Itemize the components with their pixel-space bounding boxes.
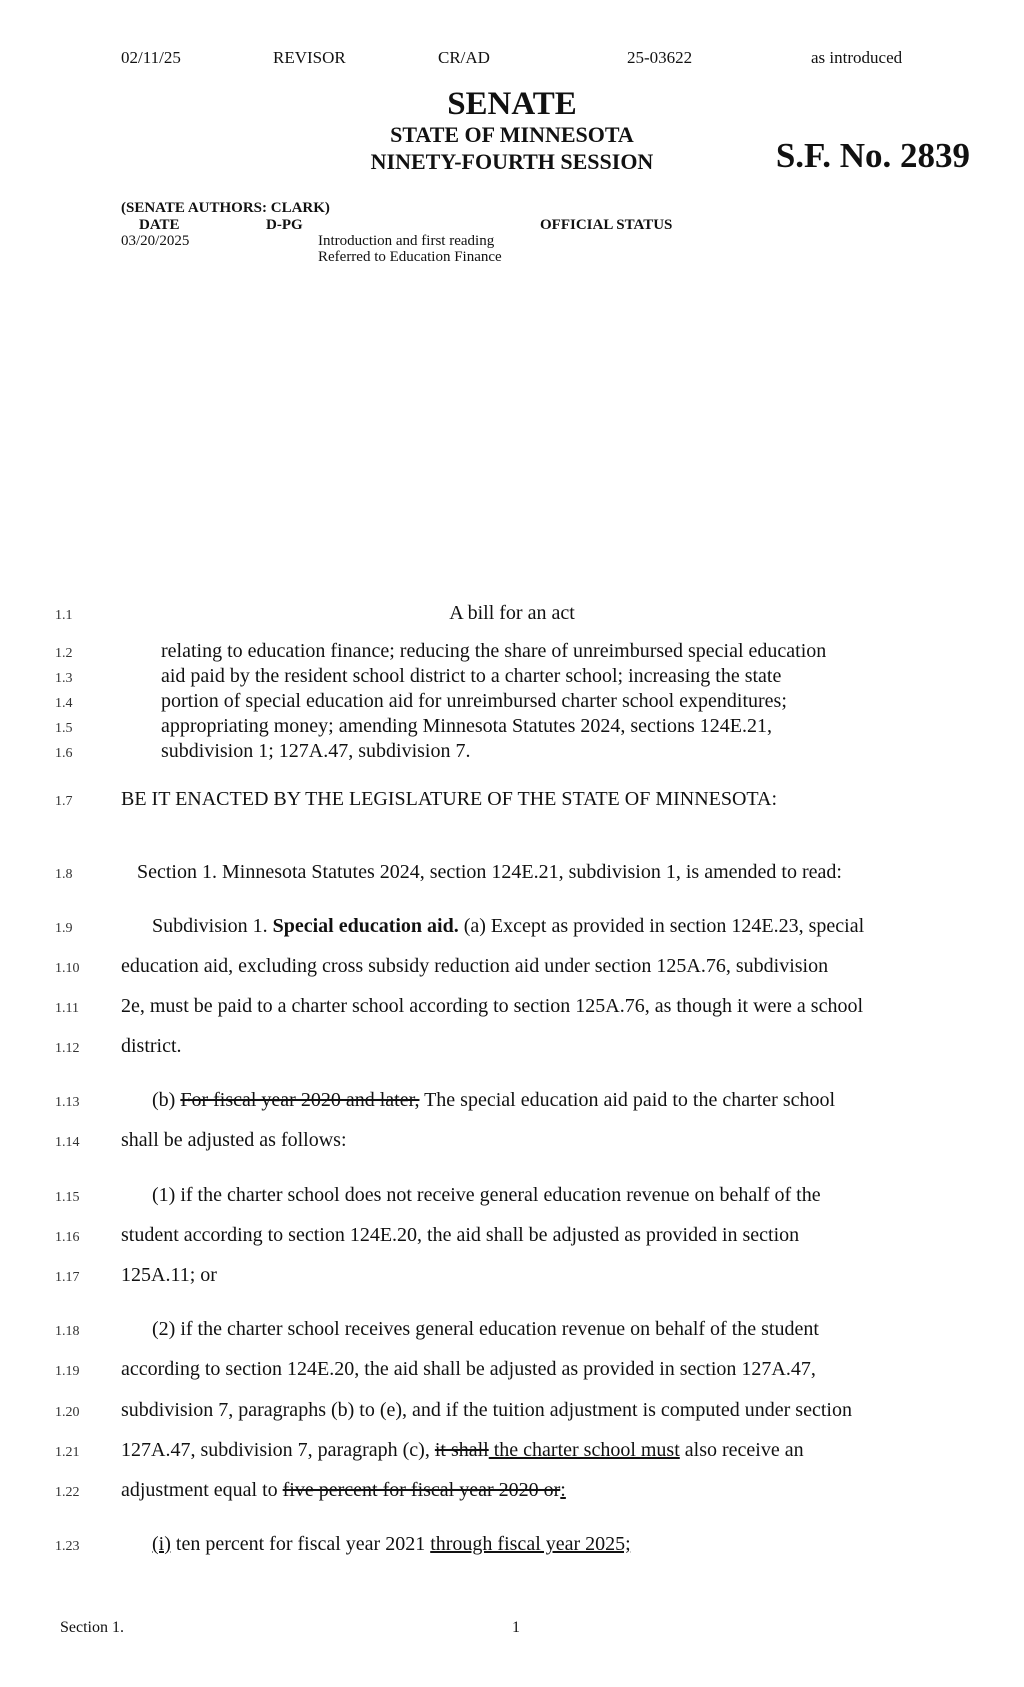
section-heading: Section 1. Minnesota Statutes 2024, section 124E.21, subdivision 1, is amended to read: [137, 861, 842, 883]
body-text-line: education aid, excluding cross subsidy reduction aid under section 125A.76, subdivision [121, 955, 829, 977]
bill-title-line: portion of special education aid for unreimbursed charter school expenditures; [161, 690, 787, 712]
deleted-text: For fiscal year 2020 and later, [180, 1089, 420, 1111]
state-title: STATE OF MINNESOTA [390, 122, 634, 147]
body-text-line [152, 915, 864, 938]
bill-title-line: aid paid by the resident school district to a charter school; increasing the state [161, 665, 782, 687]
line-number: 1.2 [55, 646, 73, 661]
status-entry-action: Referred to Education Finance [318, 249, 502, 265]
header-doc-number: 25-03622 [627, 48, 693, 67]
body-text-segment: also receive an [679, 1439, 804, 1461]
body-text-segment: The special education aid paid to the charter school [419, 1089, 836, 1111]
body-text-line [121, 1439, 804, 1462]
body-text-line: shall be adjusted as follows: [121, 1129, 347, 1151]
line-number: 1.18 [55, 1324, 80, 1339]
body-text-segment: 127A.47, subdivision 7, paragraph (c), [121, 1439, 435, 1461]
body-text-segment: (a) Except as provided in section 124E.23, special [458, 915, 865, 937]
body-text-segment: (b) [152, 1089, 181, 1111]
inserted-text: the charter school must [488, 1439, 680, 1461]
line-number: 1.13 [55, 1095, 80, 1110]
line-number: 1.22 [55, 1485, 80, 1500]
bill-number: S.F. No. 2839 [775, 136, 970, 175]
col-dpg-header: D-PG [266, 217, 303, 233]
body-text-segment: adjustment equal to [121, 1479, 283, 1501]
status-entry-action: Introduction and first reading [318, 233, 495, 249]
bill-title-line: subdivision 1; 127A.47, subdivision 7. [161, 740, 471, 762]
line-number: 1.16 [55, 1230, 80, 1245]
body-text-line: 2e, must be paid to a charter school according to section 125A.76, as though it were a school [121, 995, 864, 1017]
line-number: 1.6 [55, 746, 73, 761]
body-text-line: (1) if the charter school does not receive general education revenue on behalf of the [152, 1184, 821, 1206]
line-number: 1.23 [55, 1539, 80, 1554]
line-number: 1.12 [55, 1041, 80, 1056]
header-status: as introduced [811, 48, 903, 67]
line-number: 1.4 [55, 696, 73, 711]
subdivision-title: Special education aid. [272, 915, 459, 937]
session-title: NINETY-FOURTH SESSION [370, 149, 654, 174]
line-number: 1.20 [55, 1405, 80, 1420]
line-number: 1.19 [55, 1364, 80, 1379]
body-text-line: subdivision 7, paragraphs (b) to (e), and if the tuition adjustment is computed under section [121, 1399, 852, 1421]
line-number: 1.21 [55, 1445, 80, 1460]
inserted-text: through fiscal year 2025; [430, 1533, 631, 1555]
deleted-text: five percent for fiscal year 2020 or [282, 1479, 561, 1501]
chamber-title: SENATE [447, 86, 577, 122]
footer-section: Section 1. [60, 1619, 124, 1636]
col-date-header: DATE [139, 217, 180, 233]
header-office: REVISOR [273, 48, 346, 67]
body-text-line: according to section 124E.20, the aid shall be adjusted as provided in section 127A.47, [121, 1358, 816, 1380]
body-text-line: 125A.11; or [121, 1264, 217, 1286]
body-text-line: district. [121, 1035, 182, 1057]
body-text-line: (2) if the charter school receives general education revenue on behalf of the student [152, 1318, 819, 1340]
line-number: 1.15 [55, 1190, 80, 1205]
line-number: 1.17 [55, 1270, 80, 1285]
inserted-text: : [560, 1479, 566, 1501]
bill-title-line: appropriating money; amending Minnesota Statutes 2024, sections 124E.21, [161, 715, 773, 737]
line-number: 1.11 [55, 1001, 79, 1016]
inserted-text: (i) [152, 1533, 171, 1555]
line-number: 1.8 [55, 867, 73, 882]
line-number: 1.10 [55, 961, 80, 976]
line-number: 1.9 [55, 921, 73, 936]
line-number: 1.5 [55, 721, 73, 736]
bill-title-line: relating to education finance; reducing the share of unreimbursed special education [161, 640, 827, 662]
line-number: 1.1 [55, 608, 73, 623]
body-text-segment: ten percent for fiscal year 2021 [170, 1533, 431, 1555]
header-initials: CR/AD [438, 48, 490, 67]
header-date: 02/11/25 [121, 48, 181, 67]
subdivision-label: Subdivision 1. [152, 915, 273, 937]
deleted-text: it shall [434, 1439, 489, 1461]
line-number: 1.3 [55, 671, 73, 686]
bill-heading: A bill for an act [449, 602, 575, 624]
status-entry-date: 03/20/2025 [121, 233, 190, 249]
body-text-line [152, 1089, 835, 1112]
senate-authors: (SENATE AUTHORS: CLARK) [121, 200, 330, 216]
body-text-line: student according to section 124E.20, the aid shall be adjusted as provided in section [121, 1224, 800, 1246]
body-text-line [152, 1533, 631, 1556]
col-status-header: OFFICIAL STATUS [540, 217, 673, 233]
enacting-clause: BE IT ENACTED BY THE LEGISLATURE OF THE STATE OF MINNESOTA: [121, 788, 778, 810]
page-number: 1 [512, 1619, 520, 1636]
line-number: 1.7 [55, 794, 73, 809]
line-number: 1.14 [55, 1135, 80, 1150]
body-text-line [121, 1479, 566, 1502]
